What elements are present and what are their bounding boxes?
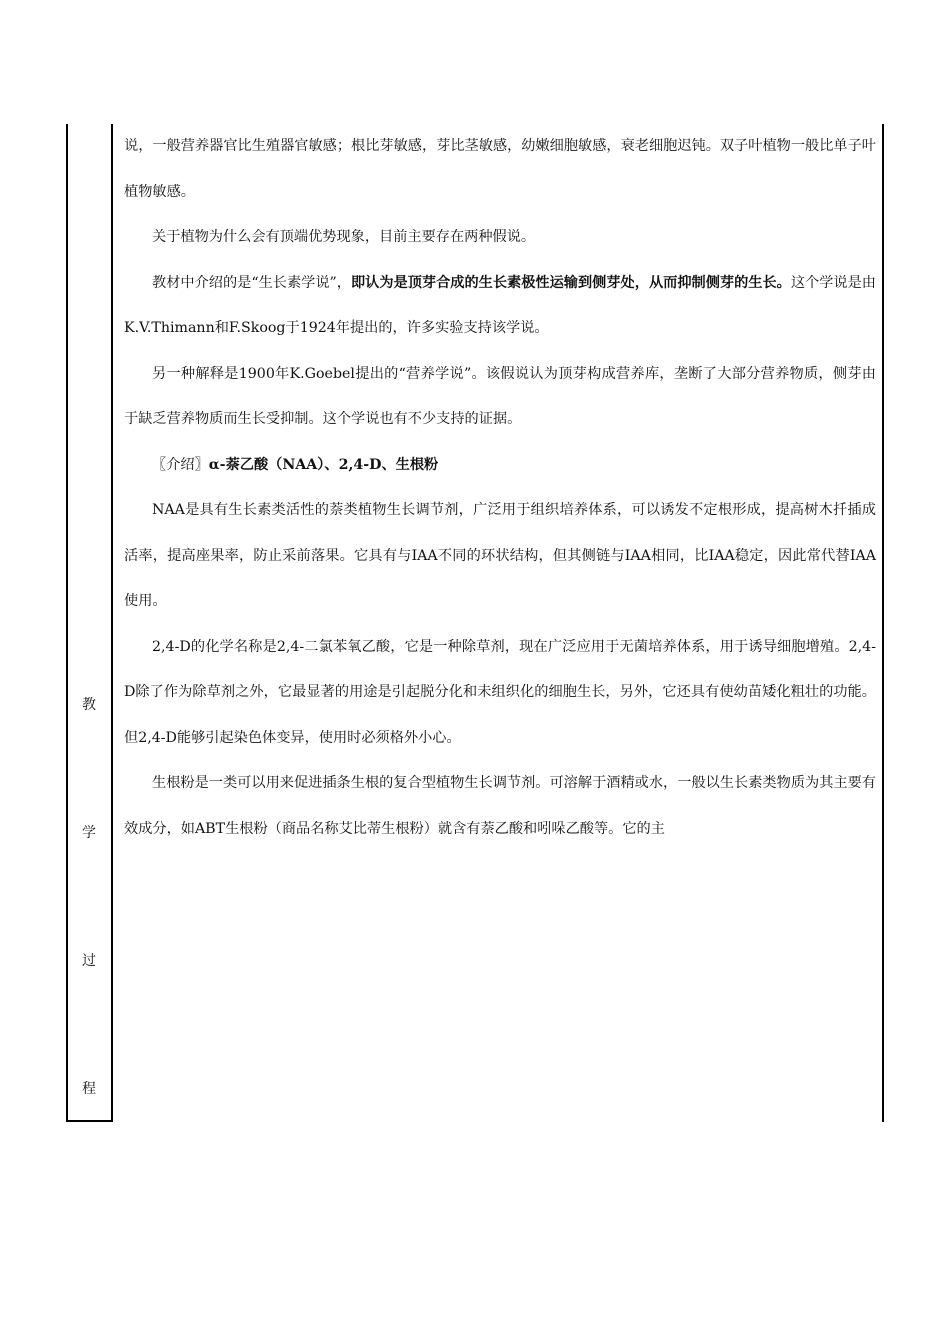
intro-heading-prefix: 〖介绍〗: [152, 456, 209, 473]
auxin-theory-intro: 教材中介绍的是“生长素学说”，: [152, 274, 351, 291]
auxin-theory-tail: 这个学说是由K.V.Thimann和F.Skoog于1924年提出的，许多实验支持该学说。: [124, 274, 876, 336]
section-label-column: [66, 124, 112, 1122]
section-label-char: 教: [82, 697, 96, 713]
paragraph-nutrition-theory: 另一种解释是1900年K.Goebel提出的“营养学说”。该假说认为顶芽构成营养库，垄断了大部分营养物质，侧芽由于缺乏营养物质而生长受抑制。这个学说也有不少支持的证据。: [124, 365, 876, 427]
paragraph-sensitivity: 说，一般营养器官比生殖器官敏感；根比芽敏感，芽比茎敏感，幼嫩细胞敏感，衰老细胞迟钝。双子叶植物一般比单子叶植物敏感。: [124, 138, 876, 200]
paragraph-hypotheses-intro: 关于植物为什么会有顶端优势现象，目前主要存在两种假说。: [152, 229, 536, 245]
paragraph-rooting-powder: 生根粉是一类可以用来促进插条生根的复合型植物生长调节剂。可溶解于酒精或水，一般以生长素类物质为其主要有效成分，如ABT生根粉（商品名称艾比蒂生根粉）就含有萘乙酸和吲哚乙酸等。它的主: [124, 775, 876, 837]
section-label-char: 过: [82, 953, 96, 969]
intro-heading-title: α-萘乙酸（NAA）、2,4-D、生根粉: [208, 456, 439, 473]
auxin-theory-bold: 即认为是顶芽合成的生长素极性运输到侧芽处，从而抑制侧芽的生长。: [350, 274, 791, 291]
paragraph-naa: NAA是具有生长素类活性的萘类植物生长调节剂，广泛用于组织培养体系，可以诱发不定根形成，提高树木扦插成活率，提高座果率，防止采前落果。它具有与IAA不同的环状结构，但其侧链与IAA相同，比IAA稳定，因此常代替IAA使用。: [124, 502, 876, 609]
lesson-content: [124, 124, 876, 852]
paragraph-24d: 2,4-D的化学名称是2,4-二氯苯氧乙酸，它是一种除草剂，现在广泛应用于无菌培养体系，用于诱导细胞增殖。2,4-D除了作为除草剂之外，它最显著的用途是引起脱分化和未组织化的细胞生长，另外，它还具有使幼苗矮化粗壮的功能。但2,4-D能够引起染色体变异，使用时必须格外小心。: [124, 638, 876, 746]
paragraph-auxin-theory: [124, 261, 876, 352]
section-label-char: 学: [82, 825, 96, 841]
intro-heading: [124, 443, 876, 489]
section-label-char: 程: [82, 1081, 96, 1097]
table-right-border: [882, 124, 884, 1122]
